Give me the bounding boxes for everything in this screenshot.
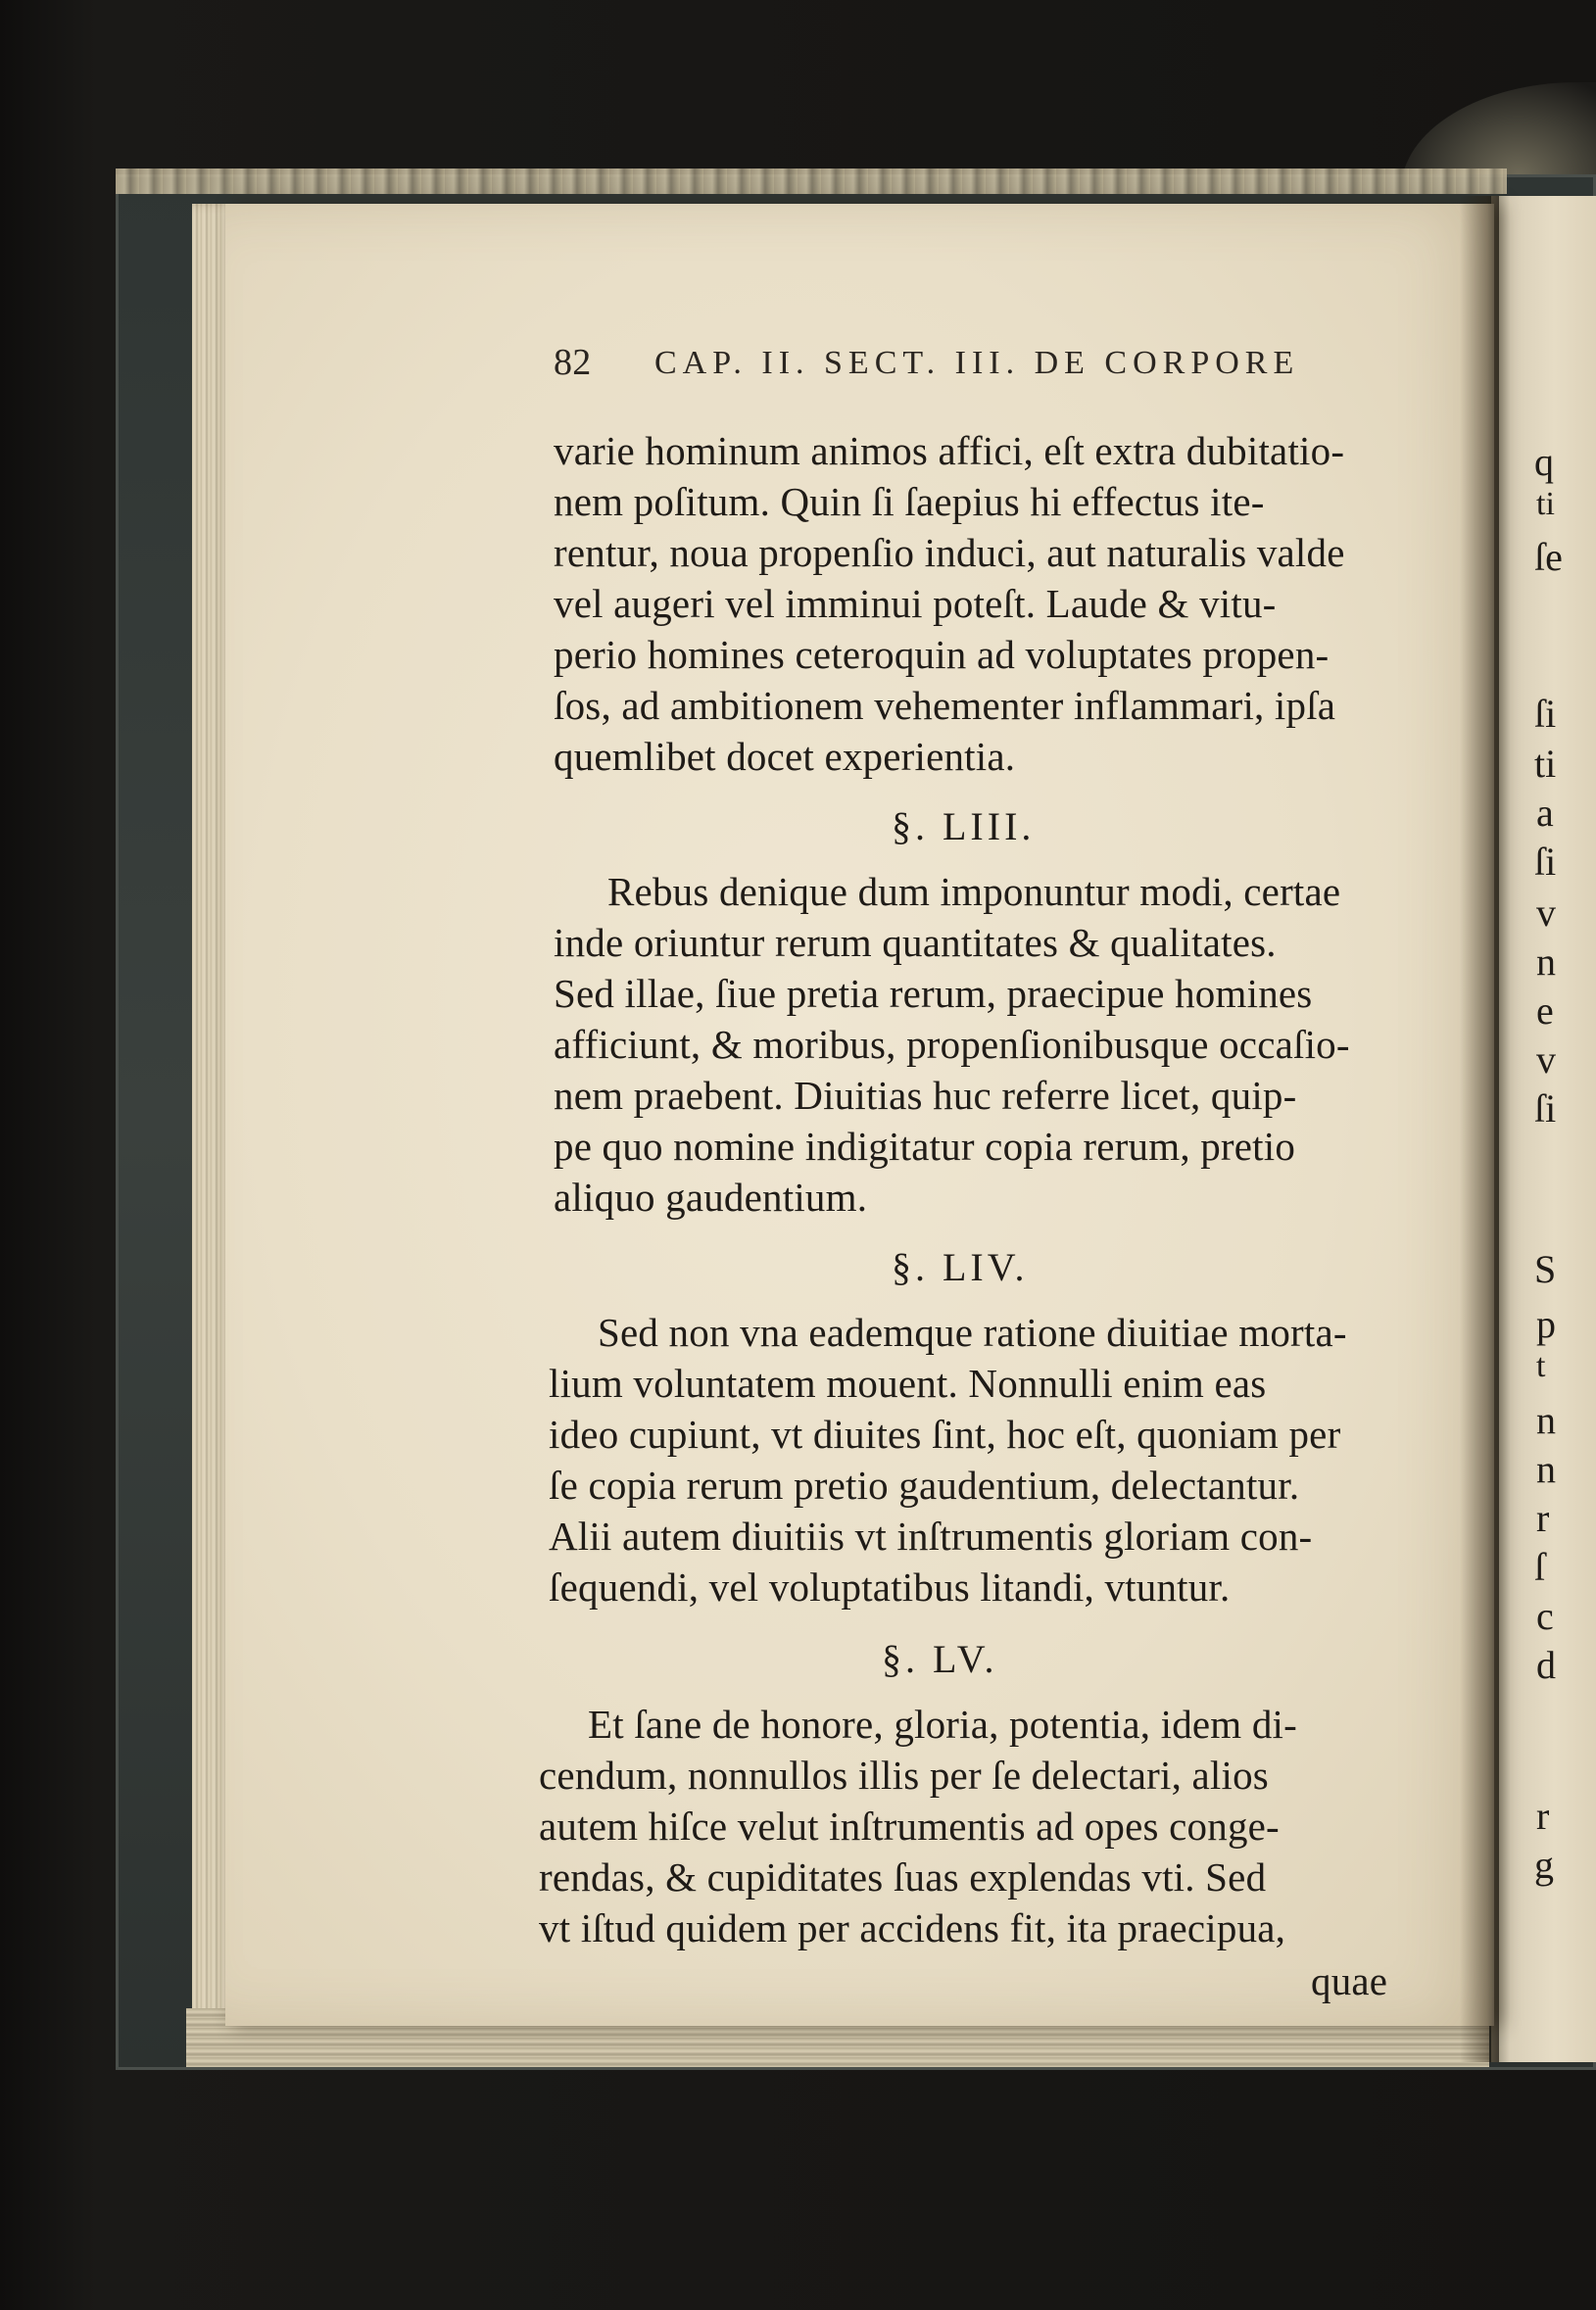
text-line: lium voluntatem mouent. Nonnulli enim eas	[549, 1361, 1267, 1406]
text-line: nem poſitum. Quin ſi ſaepius hi effectus ite-	[554, 479, 1265, 524]
next-page-fragment: r	[1536, 1496, 1550, 1540]
next-page-fragment: n	[1536, 1447, 1556, 1491]
text-line: autem hiſce velut inſtrumentis ad opes conge-	[539, 1804, 1280, 1849]
text-line: Sed non vna eademque ratione diuitiae morta-	[598, 1310, 1347, 1355]
next-page-fragment: v	[1536, 890, 1556, 935]
next-page-fragment: q	[1534, 440, 1554, 484]
text-line: aliquo gaudentium.	[554, 1175, 868, 1220]
next-page-fragment: v	[1536, 1037, 1556, 1082]
text-line: afficiunt, & moribus, propenſionibusque occaſio-	[554, 1022, 1350, 1067]
next-page-fragment: ſ	[1534, 1545, 1546, 1589]
text-line: Rebus denique dum imponuntur modi, certae	[607, 869, 1341, 914]
text-line: ſequendi, vel voluptatibus litandi, vtuntur.	[549, 1564, 1231, 1610]
catchword: quae	[1311, 1958, 1388, 2003]
next-page-fragment: g	[1534, 1843, 1554, 1887]
text-line: rendas, & cupiditates ſuas explendas vti. Sed	[539, 1854, 1267, 1900]
text-line: varie hominum animos affici, eſt extra dubitatio-	[554, 428, 1345, 473]
running-title: CAP. II. SECT. III. DE CORPORE	[654, 345, 1300, 381]
next-page-fragment: t	[1536, 1348, 1546, 1384]
next-page-fragment: p	[1536, 1302, 1556, 1346]
section-heading: §. LV.	[882, 1637, 998, 1681]
next-page-fragment: n	[1536, 939, 1556, 984]
text-line: pe quo nomine indigitatur copia rerum, pretio	[554, 1124, 1296, 1169]
text-line: vel augeri vel imminui poteſt. Laude & vitu-	[554, 581, 1277, 626]
text-line: quemlibet docet experientia.	[554, 734, 1016, 779]
text-line: Et ſane de honore, gloria, potentia, idem di-	[588, 1702, 1297, 1747]
next-page	[1491, 196, 1596, 2062]
text-line: nem praebent. Diuitias huc referre licet, quip-	[554, 1073, 1297, 1118]
next-page-fragment: r	[1536, 1794, 1550, 1838]
text-line: Sed illae, ſiue pretia rerum, praecipue homines	[554, 971, 1313, 1016]
next-page-fragment: S	[1534, 1247, 1557, 1291]
next-page-fragment: ſi	[1534, 840, 1557, 884]
page-top-edges	[116, 168, 1507, 194]
section-heading: §. LIII.	[892, 804, 1036, 848]
page-number: 82	[554, 342, 592, 383]
text-line: ideo cupiunt, vt diuites ſint, hoc eſt, quoniam per	[549, 1412, 1341, 1457]
section-heading: §. LIV.	[892, 1245, 1029, 1289]
book-page	[225, 204, 1494, 2026]
next-page-fragment: ti	[1536, 486, 1555, 522]
text-line: vt iſtud quidem per accidens fit, ita praecipua,	[539, 1905, 1286, 1950]
text-line: inde oriuntur rerum quantitates & qualitates.	[554, 920, 1277, 965]
text-line: Alii autem diuitiis vt inſtrumentis gloriam con-	[549, 1514, 1313, 1559]
next-page-fragment: ſi	[1534, 692, 1557, 736]
text-line: perio homines ceteroquin ad voluptates propen-	[554, 632, 1330, 677]
next-page-fragment: ti	[1534, 742, 1557, 786]
text-line: ſe copia rerum pretio gaudentium, delectantur.	[549, 1463, 1300, 1508]
next-page-fragment: d	[1536, 1643, 1556, 1687]
next-page-fragment: c	[1536, 1594, 1554, 1638]
next-page-fragment: n	[1536, 1398, 1556, 1442]
text-line: rentur, noua propenſio induci, aut naturalis valde	[554, 530, 1345, 575]
gutter-shadow	[1460, 196, 1499, 2062]
next-page-fragment: a	[1536, 791, 1554, 835]
text-line: ſos, ad ambitionem vehementer inflammari, ipſa	[554, 683, 1336, 728]
text-line: cendum, nonnullos illis per ſe delectari, alios	[539, 1753, 1269, 1798]
next-page-fragment: ſe	[1534, 535, 1563, 579]
next-page-fragment: ſi	[1534, 1086, 1557, 1131]
next-page-fragment: e	[1536, 988, 1554, 1033]
